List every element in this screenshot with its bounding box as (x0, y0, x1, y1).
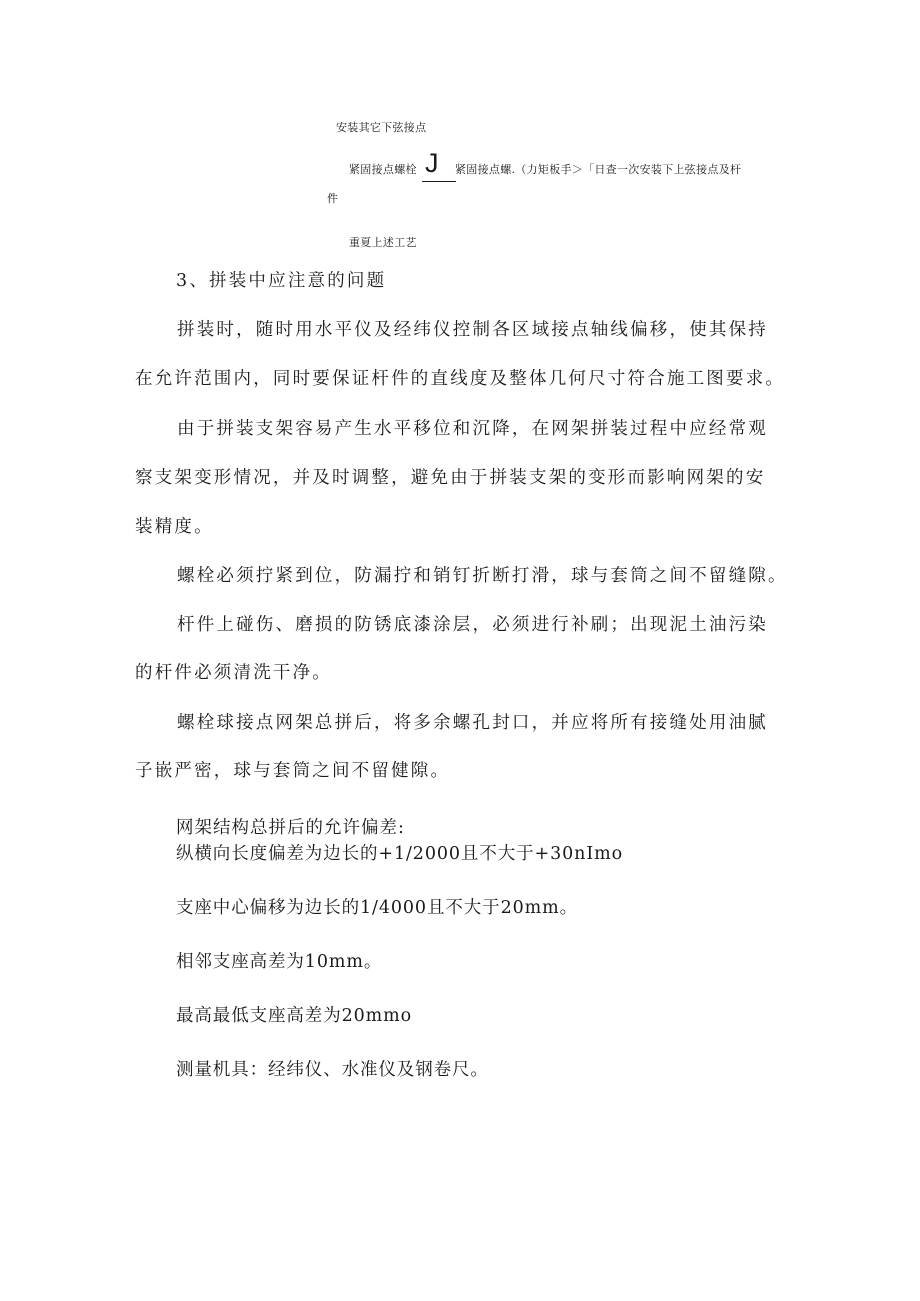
paragraph-2-line-1: 由于拼装支架容易产生水平移位和沉降，在网架拼装过程中应经常观 (177, 419, 768, 439)
paragraph-2-line-2: 察支架变形情况，并及时调整，避免由于拼装支架的变形而影响网架的安 (135, 468, 766, 488)
paragraph-5-line-1: 螺栓球接点网架总拼后，将多余螺孔封口，并应将所有接缝处用油腻 (177, 713, 768, 733)
flow-line-2-right: 紧固接点螺.（力矩板手＞「日查一次安装下上弦接点及杆 (455, 163, 742, 176)
section-heading: 3、拼装中应注意的问题 (176, 271, 387, 291)
paragraph-2-line-3: 装精度。 (135, 517, 214, 537)
paragraph-1-line-2: 在允许范围内，同时要保证杆件的直线度及整体几何尺寸符合施工图要求。 (135, 369, 786, 389)
tolerance-max-min-height: 最高最低支座高差为20mmo (176, 1006, 413, 1026)
paragraph-5-line-2: 子嵌严密，球与套筒之间不留健隙。 (135, 761, 451, 781)
measuring-tools: 测量机具：经纬仪、水准仪及钢卷尺。 (176, 1060, 489, 1080)
tolerance-support-offset: 支座中心偏移为边长的1/4000且不大于20mm。 (176, 898, 579, 918)
tolerance-title: 网架结构总拼后的允许偏差: (176, 818, 405, 838)
flow-line-2-continuation: 件 (327, 192, 339, 205)
flow-connector-line (422, 181, 456, 182)
paragraph-3-line-1: 螺栓必须拧紧到位，防漏拧和销钉折断打滑，球与套筒之间不留缝隙。 (177, 566, 788, 586)
tolerance-length: 纵横向长度偏差为边长的+1/2000且不大于+30nImo (176, 844, 624, 864)
paragraph-4-line-2: 的杆件必须清洗干净。 (135, 663, 332, 683)
flow-line-1: 安装其它下弦接点 (336, 121, 427, 134)
flow-connector-symbol: J (425, 148, 439, 178)
flow-line-2-left: 紧固接点螺栓 (349, 163, 417, 176)
paragraph-4-line-1: 杆件上碰伤、磨损的防锈底漆涂层，必须进行补刷；出现泥土油污染 (177, 615, 768, 635)
flow-line-3: 重夏上述工艺 (349, 236, 417, 249)
paragraph-1-line-1: 拼装时，随时用水平仪及经纬仪控制各区域接点轴线偏移，使其保持 (177, 320, 768, 340)
tolerance-adjacent-height: 相邻支座高差为10mm。 (176, 952, 383, 972)
